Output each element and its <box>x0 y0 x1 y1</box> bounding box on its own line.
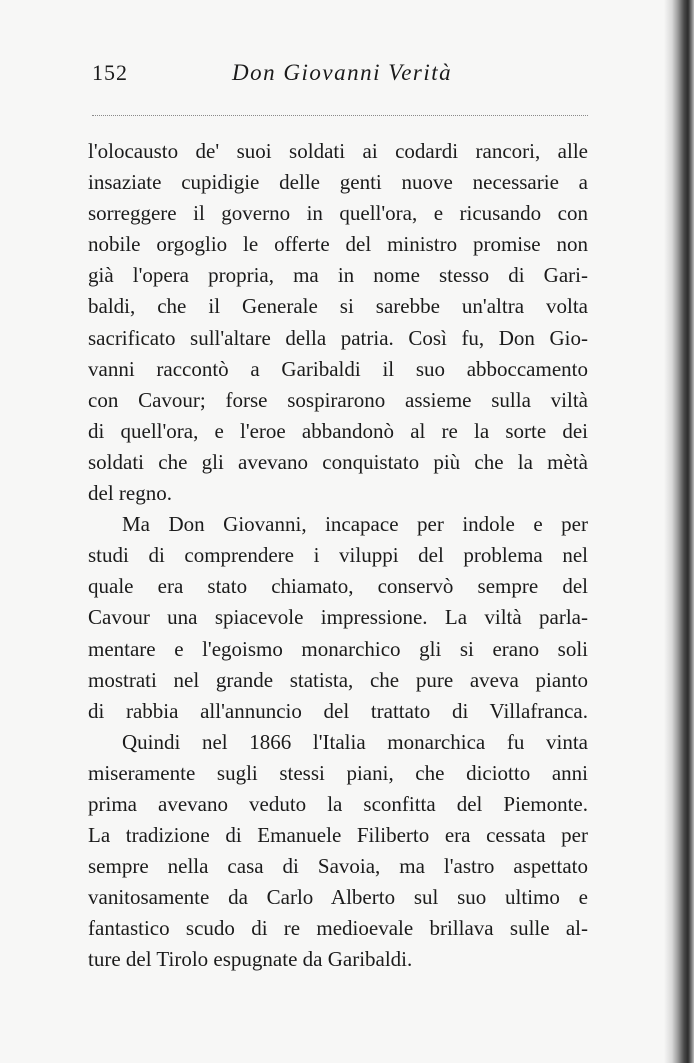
page-edge-shadow <box>664 0 694 1063</box>
text-line: mentare e l'egoismo monarchico gli si erano soli <box>88 636 588 661</box>
text-line: sorreggere il governo in quell'ora, e ricusando con <box>88 201 588 226</box>
page-number: 152 <box>92 60 128 85</box>
text-line: ture del Tirolo espugnate da Garibaldi. <box>88 947 413 972</box>
text-line: nobile orgoglio le offerte del ministro promise non <box>88 232 588 257</box>
header-rule <box>92 115 588 116</box>
text-line: Quindi nel 1866 l'Italia monarchica fu vinta <box>122 729 588 754</box>
text-line: fantastico scudo di re medioevale brillava sulle al- <box>88 916 588 941</box>
text-line: baldi, che il Generale si sarebbe un'altra volta <box>88 294 588 319</box>
text-line: quale era stato chiamato, conservò sempre del <box>88 574 588 599</box>
text-line: mostrati nel grande statista, che pure aveva pianto <box>88 667 588 692</box>
text-line: miseramente sugli stessi piani, che diciotto anni <box>88 760 588 785</box>
text-line: vanitosamente da Carlo Alberto sul suo ultimo e <box>88 885 588 910</box>
text-line: Cavour una spiacevole impressione. La viltà parla- <box>88 605 588 630</box>
text-line: studi di comprendere i viluppi del problema nel <box>88 543 588 568</box>
text-line: di quell'ora, e l'eroe abbandonò al re la sorte dei <box>88 418 588 443</box>
text-line: insaziate cupidigie delle genti nuove necessarie a <box>88 170 588 195</box>
text-line: soldati che gli avevano conquistato più che la mètà <box>88 449 588 474</box>
text-line: di rabbia all'annuncio del trattato di Villafranca. <box>88 698 588 723</box>
text-line: con Cavour; forse sospirarono assieme sulla viltà <box>88 387 588 412</box>
text-line: La tradizione di Emanuele Filiberto era cessata per <box>88 823 588 848</box>
text-line: sempre nella casa di Savoia, ma l'astro aspettato <box>88 854 588 879</box>
text-line: sacrificato sull'altare della patria. Così fu, Don Gio- <box>88 325 588 350</box>
text-line: Ma Don Giovanni, incapace per indole e per <box>122 512 588 537</box>
text-line: l'olocausto de' suoi soldati ai codardi rancori, alle <box>88 139 588 163</box>
text-line: già l'opera propria, ma in nome stesso di Gari- <box>88 263 588 288</box>
body-text <box>88 136 588 976</box>
text-line: vanni raccontò a Garibaldi il suo abboccamento <box>88 356 588 381</box>
text-line: del regno. <box>88 481 172 506</box>
running-header <box>92 60 592 96</box>
running-title: Don Giovanni Verità <box>232 60 453 85</box>
text-line: prima avevano veduto la sconfitta del Piemonte. <box>88 791 588 816</box>
